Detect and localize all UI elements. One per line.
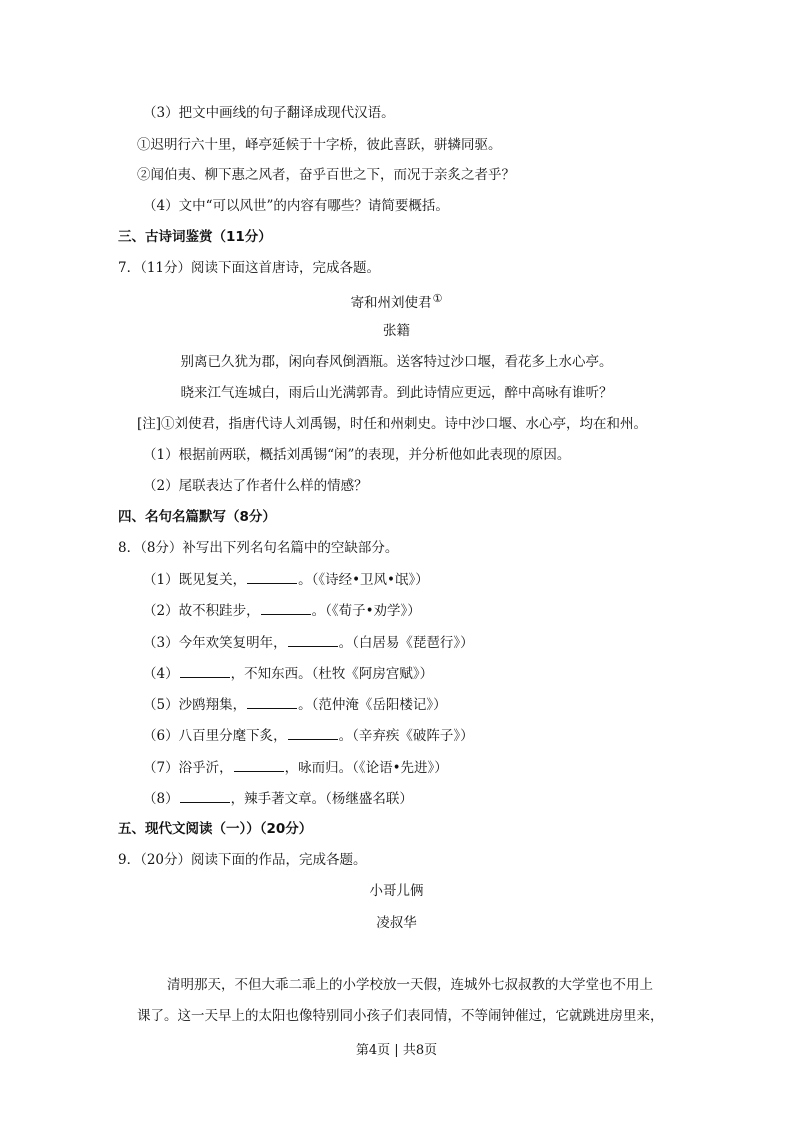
q9-intro: 9．（20分）阅读下面的作品，完成各题。 [118,852,367,868]
fill-item-pre: （8） [143,791,179,807]
fill-item-post: ，辣手著文章。（杨继盛名联） [230,791,413,807]
poem-line-1: 别离已久犹为郡，闲向春风倒酒瓶。送客特过沙口堰，看花多上水心亭。 [180,354,613,370]
fill-item-1 [143,570,429,589]
q6-sub3: （3）把文中画线的句子翻译成现代汉语。 [143,105,395,121]
fill-item-post: 。（范仲淹《岳阳楼记》） [298,697,447,713]
fill-item-7 [143,758,448,777]
q6-sub3-item1: ①迟明行六十里，峄亭延候于十字桥，彼此喜跃，骈辚同驱。 [137,137,502,153]
story-paragraph-line-1: 清明那天，不但大乖二乖上的小学校放一天假，连城外七叔叔教的大学堂也不用上 [167,977,653,993]
story-author: 凌叔华 [376,915,417,931]
answer-blank[interactable] [247,695,297,709]
fill-item-pre: （7）浴乎沂， [143,760,233,776]
fill-item-pre: （6）八百里分麾下炙， [143,728,287,744]
answer-blank[interactable] [234,758,284,772]
fill-item-post: ，咏而归。（《论语•先进》） [284,760,448,776]
poem-author: 张籍 [383,323,410,339]
fill-item-5 [143,695,447,714]
fill-item-pre: （1）既见复关， [143,572,247,588]
fill-item-pre: （3）今年欢笑复明年， [143,635,287,651]
q6-sub4: （4）文中“可以风世”的内容有哪些？请简要概括。 [143,198,449,214]
fill-item-2 [143,601,421,620]
fill-item-post: 。（《诗经•卫风•氓》） [298,572,429,588]
section4-heading: 四、名句名篇默写（8分） [118,509,276,525]
poem-title [0,290,793,312]
story-paragraph-line-2: 课了。这一天早上的太阳也像特别同小孩子们表同情，不等闹钟催过，它就跳进房里来， [137,1008,664,1024]
answer-blank[interactable] [180,664,230,678]
poem-note: [注]①刘使君，指唐代诗人刘禹锡，时任和州刺史。诗中沙口堰、水心亭，均在和州。 [137,416,648,432]
poem-title-footnote-mark: ① [432,292,443,305]
q7-sub2: （2）尾联表达了作者什么样的情感？ [143,478,368,494]
fill-item-8 [143,789,413,808]
fill-item-post: 。（《荀子•劝学》） [311,603,421,619]
q6-sub3-item2: ②闻伯夷、柳下惠之风者，奋乎百世之下，而况于亲炙之者乎？ [137,167,515,183]
answer-blank[interactable] [261,601,311,615]
story-title: 小哥儿俩 [369,883,424,899]
section3-heading: 三、古诗词鉴赏（11分） [118,229,272,245]
answer-blank[interactable] [247,570,297,584]
section5-heading: 五、现代文阅读（一））（20分） [118,821,313,837]
answer-blank[interactable] [288,633,338,647]
q7-sub1: （1）根据前两联，概括刘禹锡“闲”的表现，并分析他如此表现的原因。 [143,447,571,463]
fill-item-pre: （5）沙鸥翔集， [143,697,247,713]
fill-item-post: 。（白居易《琵琶行》） [338,635,474,651]
fill-item-pre: （2）故不积跬步， [143,603,260,619]
fill-item-post: ，不知东西。（杜牧《阿房宫赋》） [230,666,434,682]
fill-item-3 [143,633,474,652]
poem-title-text: 寄和州刘使君 [350,295,432,311]
fill-item-post: 。（辛弃疾《破阵子》） [338,728,474,744]
answer-blank[interactable] [288,726,338,740]
q7-intro: 7．（11分）阅读下面这首唐诗，完成各题。 [118,260,381,276]
poem-line-2: 晓来江气连城白，雨后山光满郭青。到此诗情应更远，醉中高咏有谁听？ [180,385,613,401]
page-footer: 第4页 | 共8页 [355,1043,438,1058]
fill-item-4 [143,664,433,683]
fill-item-6 [143,726,474,745]
q8-intro: 8．（8分）补写出下列名句名篇中的空缺部分。 [118,540,399,556]
fill-item-pre: （4） [143,666,179,682]
answer-blank[interactable] [180,789,230,803]
